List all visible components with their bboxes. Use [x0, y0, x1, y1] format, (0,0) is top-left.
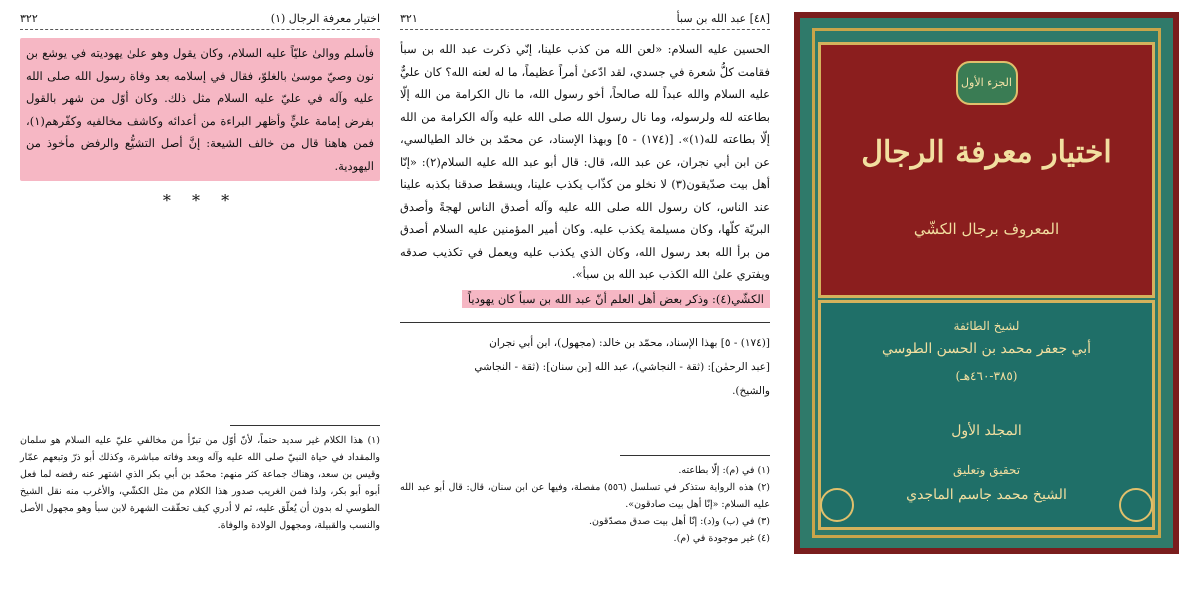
- footnote-rule: [230, 425, 380, 426]
- mid-body-text: الحسين عليه السلام: «لعن الله من كذب علينا، إنّي ذكرت عبد الله بن سبأ فقامت كلُّ شعرة في جسدي، لقد ادّعىٰ أمراً عظيماً، ما له لعنه الله؟ كان عليٌّ عليه السلام والله عبداً لله صالحاً، أخو رسول الله، ما نال الكرامة من الله إلّا بطاعته لله ولرسوله، وما نال رسول الله صلى الله عليه وآله الكرامة من الله إلّا بطاعته لله(١)». [(١٧٤) - ٥] وبهذا الإسناد، عن محمّد بن خالد الطيالسي، عن ابن أبي نجران، عن عبد الله، قال: قال أبو عبد الله عليه السلام(٢): «إنّا أهل بيت صدّيقون(٣) لا نخلو من كذّاب يكذب علينا، ويسقط صدقنا بكذبه علينا عند الناس، كان رسول الله صلى الله عليه وآله أصدق الناس لهجةً وأصدق البريّة كلّها، وكان مسيلمة يكذب عليه. وكان أمير المؤمنين عليه السلام أصدق من برأ الله بعد رسول الله، وكان الذي يكذب عليه ويعمل في تكذيب صدقه ويفتري علىٰ الله الكذب عبد الله بن سبأ».: [400, 42, 771, 281]
- cover-subtitle: المعروف برجال الكشّي: [913, 220, 1060, 238]
- cover-title: اختيار معرفة الرجال: [861, 135, 1112, 170]
- mid-footnote-1: (١) في (م): إلّا بطاعته.: [678, 465, 770, 476]
- mid-page-header: [400, 0, 770, 30]
- cover-author-panel: [818, 300, 1155, 530]
- highlighted-paragraph: فأسلم ووالىٰ عليّاً عليه السلام، وكان يقول وهو علىٰ يهوديته في يوشع بن نون وصيّ موسىٰ بالغلوّ، فقال في إسلامه بعد وفاة رسول الله صلى الله عليه وآله في عليّ عليه السلام مثل ذلك. وكان أوّل من شهر بالقول بفرض إمامة عليٍّ وأظهر البراءة من أعدائه وكاشف مخالفيه وكفّرهم(١)، فمن هاهنا قال من خالف الشيعة: إنَّ أصل التشيُّع والرفض مأخوذ من اليهودية.: [20, 38, 380, 181]
- cover-years: (٣٨٥-٤٦٠هـ): [955, 369, 1018, 383]
- cover-author: أبي جعفر محمد بن الحسن الطوسي: [881, 341, 1092, 357]
- section-separator: * * *: [162, 191, 238, 210]
- book-cover: [794, 12, 1179, 554]
- left-page-title: اختيار معرفة الرجال (١): [270, 12, 380, 25]
- left-page-header: [20, 0, 380, 30]
- cover-title-panel: [818, 42, 1155, 298]
- highlighted-line-wrap: [400, 286, 770, 308]
- mid-page-number: ٣٢١: [400, 12, 418, 25]
- middle-page: [400, 0, 770, 589]
- mid-footnote-4: (٤) غير موجودة في (م).: [673, 533, 770, 544]
- mid-footnote-2: (٢) هذه الرواية ستذكر في تسلسل (٥٥٦) مفصلة، وفيها عن ابن سنان، قال: قال أبو عبد الله عليه السلام: «إنّا أهل بيت صادقون».: [400, 482, 771, 510]
- mid-footnote-3: (٣) في (ب) و(د): إنّا أهل بيت صدق مصدّقون.: [589, 516, 770, 527]
- isnad-line-3: والشيخ).: [732, 384, 770, 397]
- cover-badge: الجزء الأول: [956, 61, 1018, 105]
- left-page-number: ٣٢٢: [20, 12, 38, 25]
- mid-footnote-rule: [620, 455, 770, 456]
- isnad-separator: [400, 322, 770, 323]
- isnad-line-2: [عبد الرحمٰن]: (ثقة - النجاشي)، عبد الله [بن سنان]: (ثقة - النجاشي: [474, 360, 770, 373]
- cover-by-label: لشيخ الطائفة: [953, 319, 1020, 333]
- cover-editor: الشيخ محمد جاسم الماجدي: [906, 487, 1067, 503]
- left-footnote-1: (١) هذا الكلام غير سديد حتماً، لأنّ أوّل من تبرّأ من مخالفي عليّ عليه السلام هو سلمان والمقداد في حياة النبيّ صلى الله عليه وآله وبعد وفاته مباشرة، وكذلك أبو ذرّ وتبعهم عمّار وقيس بن سعد، وهناك جماعة كثر منهم: محمّد بن أبي بكر الذي اشتهر عنه رفضه لما فعل أبوه أبو بكر، ولذا فمن الغريب صدور هذا الكلام من مثل الكشّي، والأغرب منه نقل الشيخ الطوسي له بدون أن يُعلّق عليه، ثم لا أدري كيف تحقّقت الشهرة لابن سبأ وهو مجهول الأصل والنسب والقبيلة، ومجهول الولادة والوفاة.: [20, 435, 380, 531]
- left-page: [20, 0, 380, 589]
- isnad-line-1: [(١٧٤) - ٥] بهذا الإسناد، محمّد بن خالد: (مجهول)، ابن أبي نجران: [489, 336, 770, 349]
- ornament-icon: [820, 488, 854, 522]
- cover-editor-label: تحقيق وتعليق: [952, 463, 1021, 477]
- highlighted-line: الكشّي(٤): وذكر بعض أهل العلم أنّ عبد الله بن سبأ كان يهودياً: [462, 290, 770, 308]
- cover-volume: المجلد الأول: [951, 423, 1022, 439]
- isnad-block: [400, 331, 770, 403]
- ornament-icon: [1119, 488, 1153, 522]
- mid-page-title: [٤٨] عبد الله بن سبأ: [676, 12, 770, 25]
